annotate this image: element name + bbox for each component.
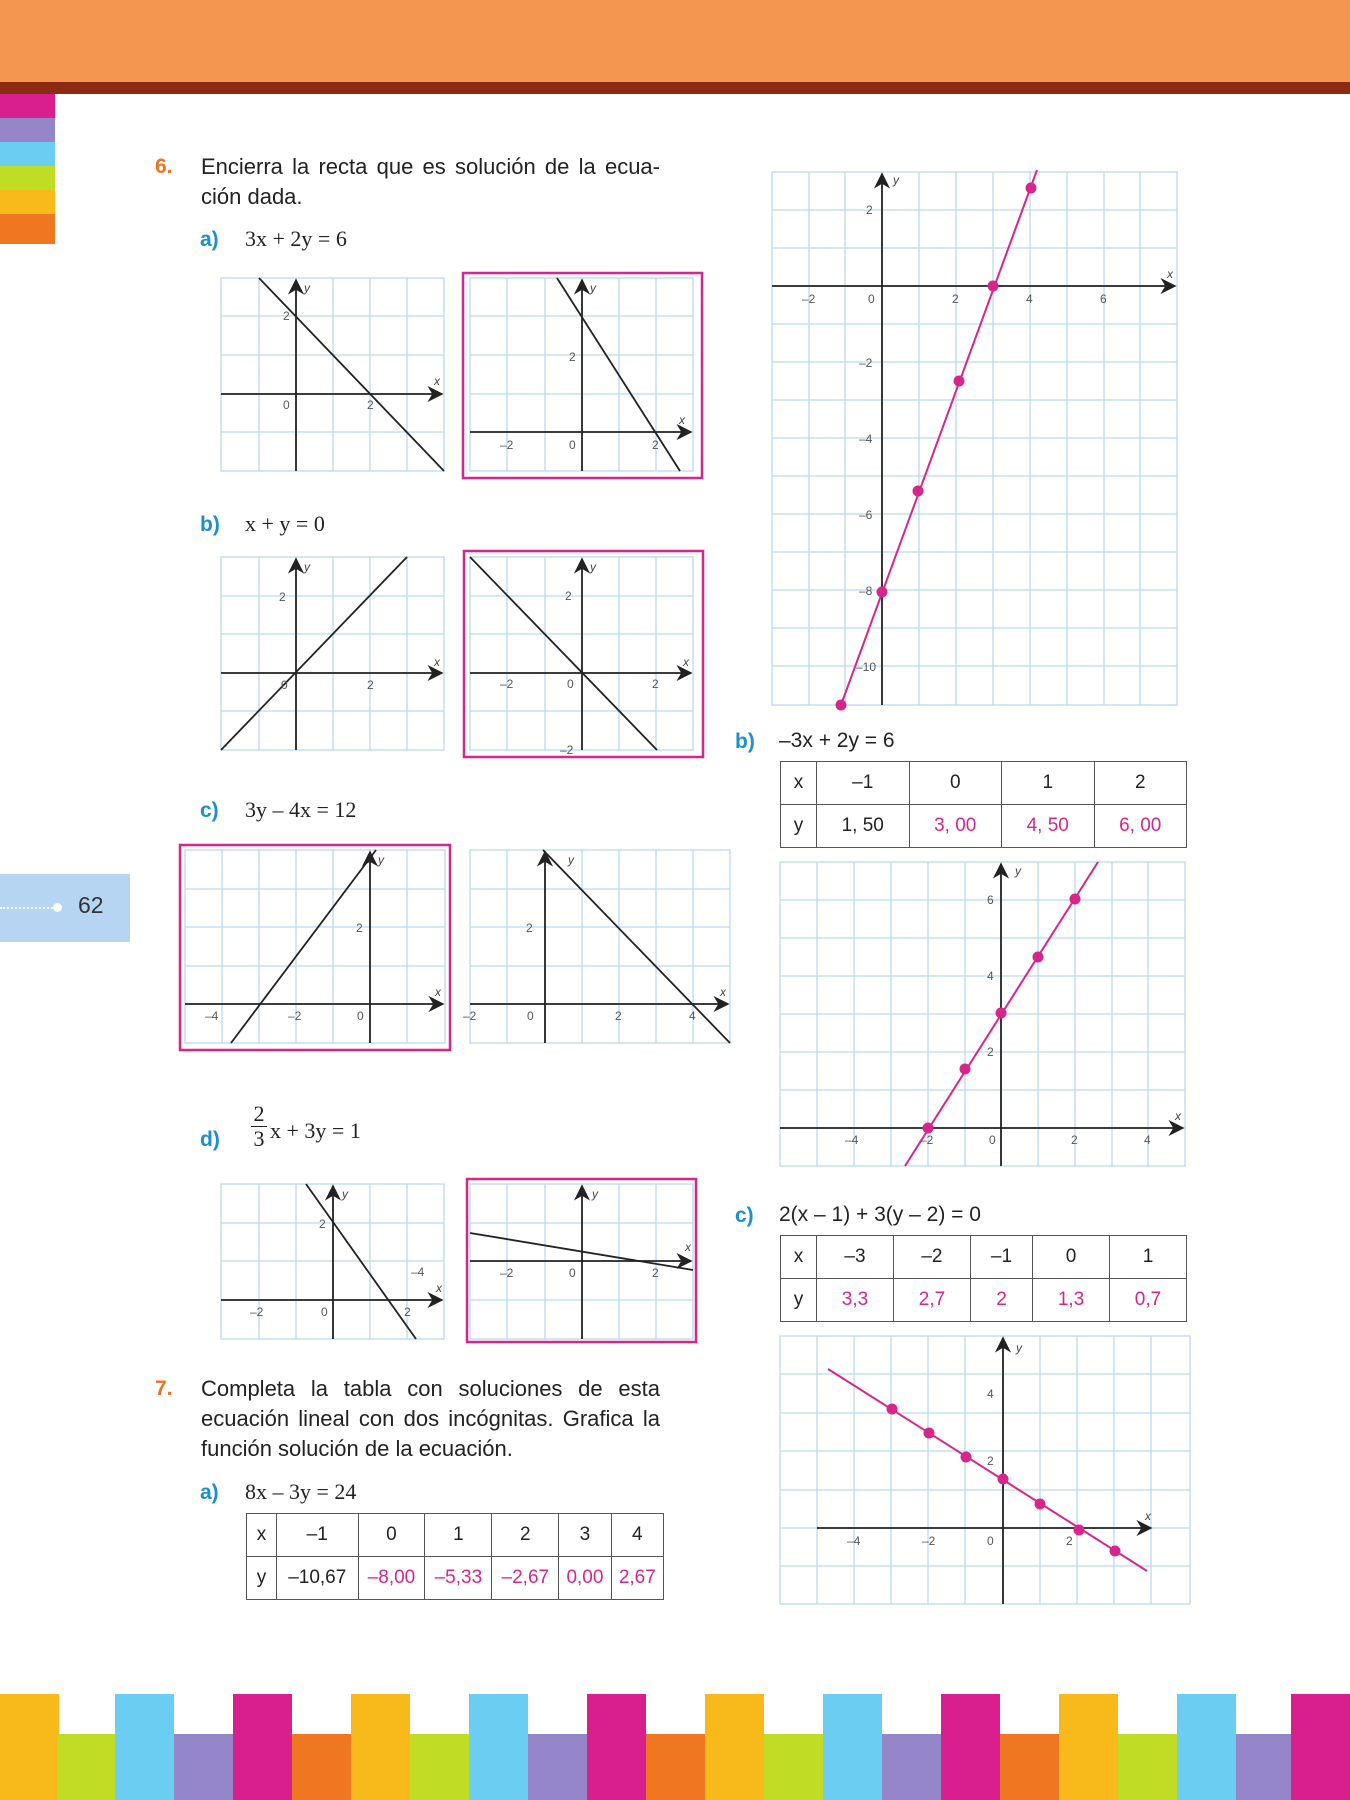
item-label: a) — [200, 1481, 219, 1504]
y-axis-label: y — [592, 1187, 598, 1201]
fraction-denominator: 3 — [251, 1126, 267, 1151]
tick-label: 6 — [1100, 292, 1107, 306]
x-axis-label: x — [434, 655, 440, 669]
tick-label: 2 — [319, 1217, 326, 1231]
answer-cell: 2,67 — [611, 1557, 663, 1600]
fraction-numerator: 2 — [253, 1101, 265, 1126]
item-label: b) — [735, 730, 755, 753]
values-table-7b — [780, 761, 1187, 848]
table-header: x — [247, 1514, 277, 1557]
tick-label: 2 — [404, 1305, 411, 1319]
table-cell: 1 — [1110, 1236, 1187, 1279]
question-7-prompt — [155, 1374, 660, 1464]
table-row — [247, 1514, 664, 1557]
table-header: y — [781, 805, 817, 848]
y-axis-label: y — [590, 560, 596, 574]
table-cell: –1 — [817, 762, 910, 805]
equation: –3x + 2y = 6 — [779, 729, 895, 752]
tick-label: –2 — [250, 1305, 264, 1319]
table-header: x — [781, 1236, 817, 1279]
y-axis-label: y — [590, 281, 596, 295]
graph-6a-option-2[interactable] — [463, 273, 702, 478]
tick-label: 2 — [987, 1045, 994, 1059]
graph-6b-option-2[interactable] — [464, 551, 703, 757]
y-axis-label: y — [893, 173, 899, 187]
x-axis-label: x — [683, 655, 689, 669]
y-axis-label: y — [568, 853, 574, 867]
table-cell: 1 — [425, 1514, 492, 1557]
tick-label: –4 — [847, 1534, 861, 1548]
tick-label: 0 — [357, 1009, 364, 1023]
equation: x + 3y = 1 — [270, 1118, 361, 1143]
selection-box — [464, 551, 703, 757]
graph-7a — [772, 170, 1177, 711]
answer-cell: –8,00 — [358, 1557, 425, 1600]
instruction-verb: Completa — [201, 1376, 296, 1401]
instruction-verb: Grafica — [562, 1406, 634, 1431]
tick-label: –2 — [920, 1133, 934, 1147]
question-number: 7. — [155, 1377, 173, 1400]
tick-label: 2 — [565, 589, 572, 603]
table-row — [781, 1279, 1187, 1322]
y-axis-label: y — [304, 281, 310, 295]
values-table-7a — [246, 1513, 664, 1600]
table-row — [781, 1236, 1187, 1279]
answer-cell: 0,00 — [559, 1557, 611, 1600]
table-row — [781, 805, 1187, 848]
tick-label: –2 — [500, 438, 514, 452]
item-label: d) — [200, 1128, 220, 1151]
tick-label: 0 — [283, 398, 290, 412]
table-cell: –3 — [817, 1236, 894, 1279]
tick-label: 2 — [952, 292, 959, 306]
graph-6c-option-1[interactable] — [180, 845, 450, 1050]
tick-label: 4 — [1026, 292, 1033, 306]
tick-label: 4 — [987, 969, 994, 983]
answer-cell: 3, 00 — [909, 805, 1002, 848]
x-axis-label: x — [685, 1240, 691, 1254]
tick-label: 4 — [1144, 1133, 1151, 1147]
table-cell: 0 — [358, 1514, 425, 1557]
x-axis-label: x — [679, 413, 685, 427]
tick-label: 4 — [689, 1009, 696, 1023]
item-label: c) — [735, 1204, 754, 1227]
table-cell: 4 — [611, 1514, 663, 1557]
table-header: y — [247, 1557, 277, 1600]
x-axis-label: x — [720, 985, 726, 999]
tick-label: 0 — [527, 1009, 534, 1023]
equation: 3x + 2y = 6 — [245, 226, 347, 251]
answer-cell: 6, 00 — [1094, 805, 1187, 848]
tick-label: 0 — [281, 678, 288, 692]
graph-6d-option-2[interactable] — [467, 1179, 696, 1342]
item-label: c) — [200, 799, 219, 822]
tick-label: 2 — [866, 203, 873, 217]
x-axis-label: x — [1167, 267, 1173, 281]
tick-label: –2 — [802, 292, 816, 306]
table-header: x — [781, 762, 817, 805]
answer-cell: 0,7 — [1110, 1279, 1187, 1322]
table-cell: 1 — [1002, 762, 1095, 805]
tick-label: 0 — [321, 1305, 328, 1319]
tick-label: 2 — [1071, 1133, 1078, 1147]
answer-cell: –5,33 — [425, 1557, 492, 1600]
tick-label: 2 — [987, 1454, 994, 1468]
item-label: a) — [200, 228, 219, 251]
tick-label: 2 — [1066, 1534, 1073, 1548]
table-cell: 0 — [1033, 1236, 1110, 1279]
tick-label: 0 — [987, 1534, 994, 1548]
table-cell: –1 — [970, 1236, 1032, 1279]
answer-cell: 2,7 — [893, 1279, 970, 1322]
tick-label: –2 — [463, 1009, 477, 1023]
values-table-7c — [780, 1235, 1187, 1322]
table-header: y — [781, 1279, 817, 1322]
item-label: b) — [200, 513, 220, 536]
instruction-text: la tabla con soluciones de esta ecuación lineal con dos incógnitas. — [201, 1376, 660, 1431]
instruction-verb: Encierra — [201, 154, 283, 179]
selection-box — [180, 845, 450, 1050]
tick-label: 2 — [367, 398, 374, 412]
tick-label: 0 — [569, 438, 576, 452]
x-axis-label: x — [1145, 1509, 1151, 1523]
tick-label: 2 — [652, 438, 659, 452]
tick-label: 2 — [652, 677, 659, 691]
graph-7c — [780, 1336, 1190, 1604]
table-row — [781, 762, 1187, 805]
table-cell: 2 — [492, 1514, 559, 1557]
table-cell: 2 — [1094, 762, 1187, 805]
tick-label: –4 — [845, 1133, 859, 1147]
graph-6d-option-1[interactable] — [221, 1184, 444, 1339]
tick-label: 6 — [987, 893, 994, 907]
tick-label: –2 — [288, 1009, 302, 1023]
y-axis-label: y — [342, 1187, 348, 1201]
tick-label: –2 — [560, 743, 574, 757]
answer-cell: 4, 50 — [1002, 805, 1095, 848]
tick-label: 2 — [615, 1009, 622, 1023]
equation: 8x – 3y = 24 — [245, 1479, 357, 1504]
x-axis-label: x — [435, 985, 441, 999]
tick-label: –4 — [205, 1009, 219, 1023]
graph-7b — [780, 862, 1185, 1166]
x-axis-label: x — [436, 1281, 442, 1295]
table-cell: 1, 50 — [817, 805, 910, 848]
tick-label: 0 — [868, 292, 875, 306]
tick-label: –10 — [856, 660, 877, 674]
y-axis-label: y — [304, 560, 310, 574]
question-number: 6. — [155, 155, 173, 178]
tick-label: –4 — [859, 432, 873, 446]
tick-label: –8 — [859, 584, 873, 598]
tick-label: 0 — [989, 1133, 996, 1147]
table-cell: –10,67 — [277, 1557, 359, 1600]
tick-label: 2 — [652, 1266, 659, 1280]
table-cell: 3 — [559, 1514, 611, 1557]
y-axis-label: y — [1015, 864, 1021, 878]
instruction-text: la función solución de la ecuación. — [201, 1406, 660, 1461]
answer-cell: 2 — [970, 1279, 1032, 1322]
equation: 2(x – 1) + 3(y – 2) = 0 — [779, 1203, 981, 1226]
tick-label: 2 — [279, 590, 286, 604]
tick-label: –4 — [411, 1265, 425, 1279]
table-row — [247, 1557, 664, 1600]
tick-label: 2 — [356, 921, 363, 935]
table-cell: –1 — [277, 1514, 359, 1557]
tick-label: 2 — [526, 921, 533, 935]
equation: 3y – 4x = 12 — [245, 797, 357, 822]
tick-label: 0 — [569, 1266, 576, 1280]
tick-label: 2 — [569, 350, 576, 364]
tick-label: –2 — [500, 677, 514, 691]
tick-label: 4 — [987, 1387, 994, 1401]
y-axis-label: y — [1016, 1341, 1022, 1355]
graph-6a-option-1[interactable] — [221, 278, 444, 471]
tick-label: –2 — [859, 356, 873, 370]
tick-label: 2 — [283, 309, 290, 323]
instruction-text: la recta que es solución de la ecua-ción dada. — [201, 154, 660, 209]
bottom-color-band — [0, 1694, 1350, 1800]
table-cell: –2 — [893, 1236, 970, 1279]
y-axis-label: y — [378, 853, 384, 867]
tick-label: –2 — [500, 1266, 514, 1280]
tick-label: 2 — [367, 678, 374, 692]
tick-label: –6 — [859, 508, 873, 522]
equation: x + y = 0 — [245, 511, 325, 536]
x-axis-label: x — [1175, 1109, 1181, 1123]
table-cell: 0 — [909, 762, 1002, 805]
tick-label: 0 — [567, 677, 574, 691]
x-axis-label: x — [434, 374, 440, 388]
page-number: 62 — [78, 892, 104, 918]
graph-6c-option-2[interactable] — [463, 850, 730, 1043]
answer-cell: 3,3 — [817, 1279, 894, 1322]
graph-6b-option-1[interactable] — [221, 557, 444, 750]
answer-cell: 1,3 — [1033, 1279, 1110, 1322]
answer-cell: –2,67 — [492, 1557, 559, 1600]
tick-label: –2 — [922, 1534, 936, 1548]
